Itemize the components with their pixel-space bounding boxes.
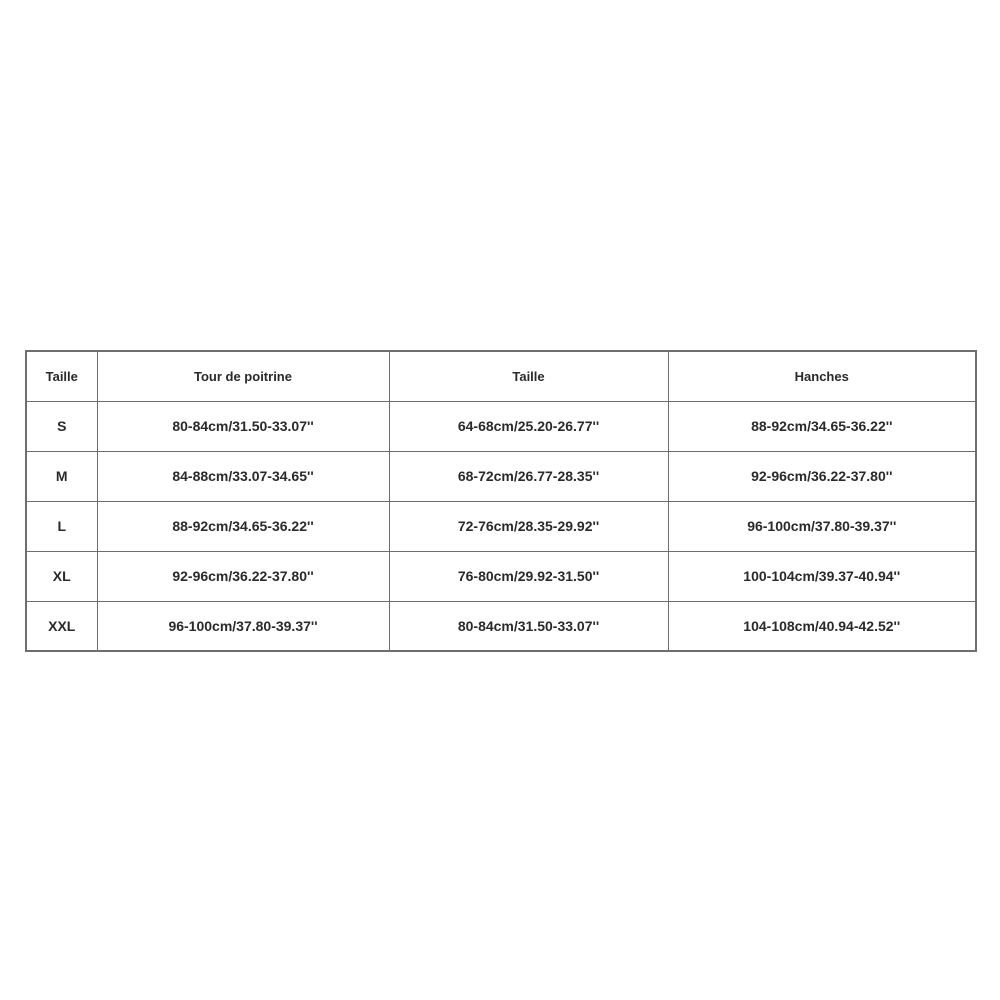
hips-cell: 100-104cm/39.37-40.94'' — [668, 551, 976, 601]
size-cell: L — [26, 501, 97, 551]
chest-cell: 92-96cm/36.22-37.80'' — [97, 551, 389, 601]
size-cell: XL — [26, 551, 97, 601]
header-waist: Taille — [389, 351, 668, 401]
chest-cell: 80-84cm/31.50-33.07'' — [97, 401, 389, 451]
table-row — [26, 601, 976, 651]
table-row — [26, 551, 976, 601]
size-cell: S — [26, 401, 97, 451]
header-size: Taille — [26, 351, 97, 401]
waist-cell: 80-84cm/31.50-33.07'' — [389, 601, 668, 651]
chest-cell: 88-92cm/34.65-36.22'' — [97, 501, 389, 551]
hips-cell: 92-96cm/36.22-37.80'' — [668, 451, 976, 501]
size-cell: M — [26, 451, 97, 501]
chest-cell: 96-100cm/37.80-39.37'' — [97, 601, 389, 651]
table-row — [26, 501, 976, 551]
waist-cell: 76-80cm/29.92-31.50'' — [389, 551, 668, 601]
chest-cell: 84-88cm/33.07-34.65'' — [97, 451, 389, 501]
size-cell: XXL — [26, 601, 97, 651]
table-header-row — [26, 351, 976, 401]
waist-cell: 64-68cm/25.20-26.77'' — [389, 401, 668, 451]
table-row — [26, 451, 976, 501]
hips-cell: 96-100cm/37.80-39.37'' — [668, 501, 976, 551]
waist-cell: 72-76cm/28.35-29.92'' — [389, 501, 668, 551]
hips-cell: 88-92cm/34.65-36.22'' — [668, 401, 976, 451]
header-hips: Hanches — [668, 351, 976, 401]
waist-cell: 68-72cm/26.77-28.35'' — [389, 451, 668, 501]
size-chart-table — [25, 350, 977, 652]
table-row — [26, 401, 976, 451]
header-chest: Tour de poitrine — [97, 351, 389, 401]
hips-cell: 104-108cm/40.94-42.52'' — [668, 601, 976, 651]
